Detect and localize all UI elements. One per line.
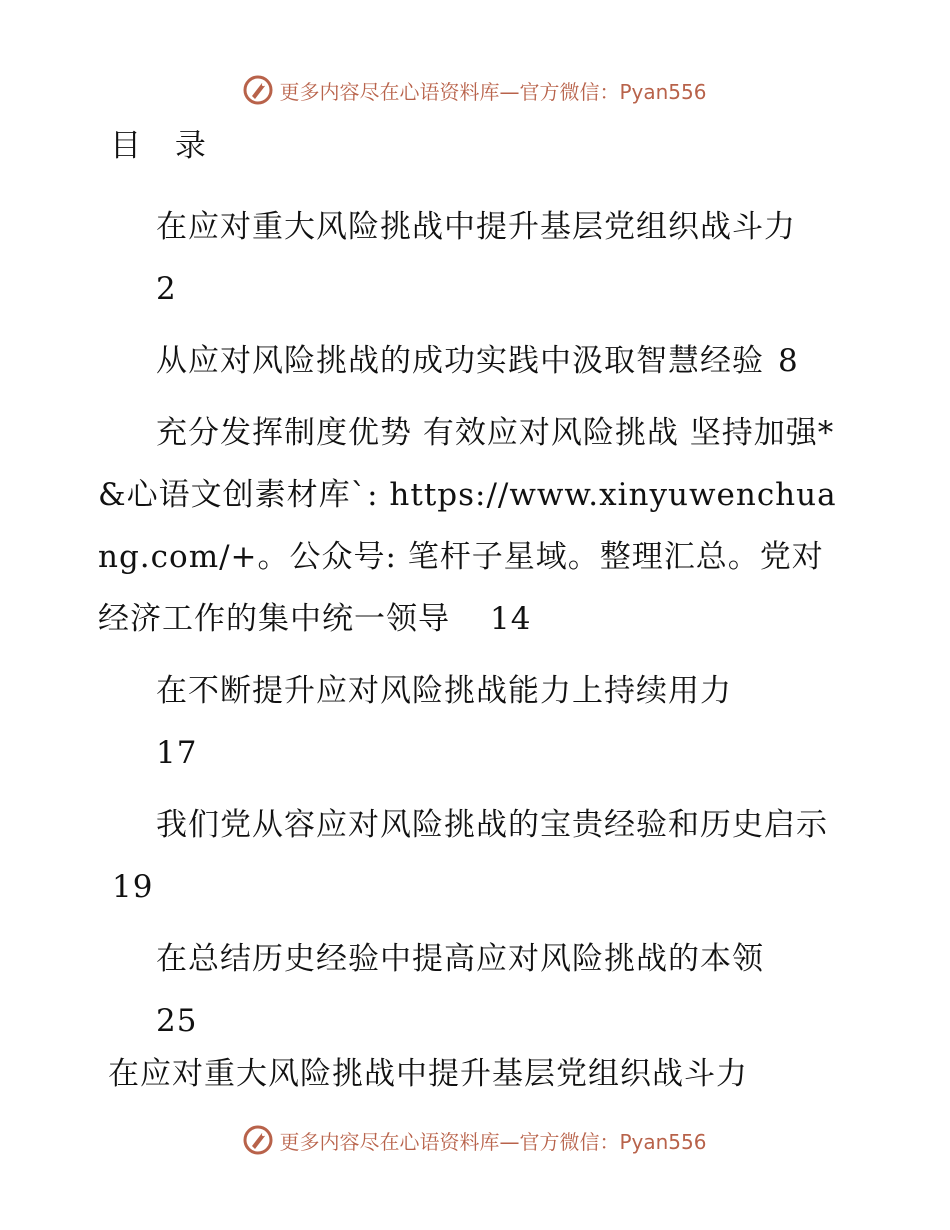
toc-entry[interactable] [98,928,850,1052]
toc-entry-page: 14 [490,601,532,637]
toc-entry-title: 在应对重大风险挑战中提升基层党组织战斗力 [156,209,796,245]
toc-entry-title: 在不断提升应对风险挑战能力上持续用力 [156,673,732,709]
pen-nib-logo-icon [243,1125,273,1155]
toc-entry-title: 在总结历史经验中提高应对风险挑战的本领 [156,941,764,977]
pen-nib-logo-icon [243,75,273,105]
toc-entry-page: 17 [156,735,198,771]
toc-entry-page: 25 [156,1003,198,1039]
toc-entry[interactable] [98,196,850,320]
toc-entry-title: 我们党从容应对风险挑战的宝贵经验和历史启示 [156,807,828,843]
toc-entry-page: 2 [156,271,177,307]
toc-entry[interactable] [98,660,850,784]
toc-entry[interactable] [98,794,850,918]
watermark-text: 更多内容尽在心语资料库—官方微信：Pyan556 [279,1129,707,1154]
toc-entry-title: 从应对风险挑战的成功实践中汲取智慧经验 [156,343,764,379]
toc-heading: 目 录 [110,128,218,164]
toc-entry[interactable] [98,330,850,392]
header-watermark [0,70,950,110]
watermark-text: 更多内容尽在心语资料库—官方微信：Pyan556 [279,79,707,104]
toc-list [98,196,850,1062]
toc-entry-page: 8 [778,343,799,379]
toc-entry[interactable] [98,402,850,650]
footer-watermark [0,1120,950,1160]
toc-entry-page: 19 [112,869,154,905]
toc-entry-title: 充分发挥制度优势 有效应对风险挑战 坚持加强*&心语文创素材库`: https://www.xinyuwenchuang.com/+。公众号: 笔杆子星域。整理汇总。党对经济工作的集中统一领导 [98,415,837,637]
section-title: 在应对重大风险挑战中提升基层党组织战斗力 [108,1056,748,1092]
